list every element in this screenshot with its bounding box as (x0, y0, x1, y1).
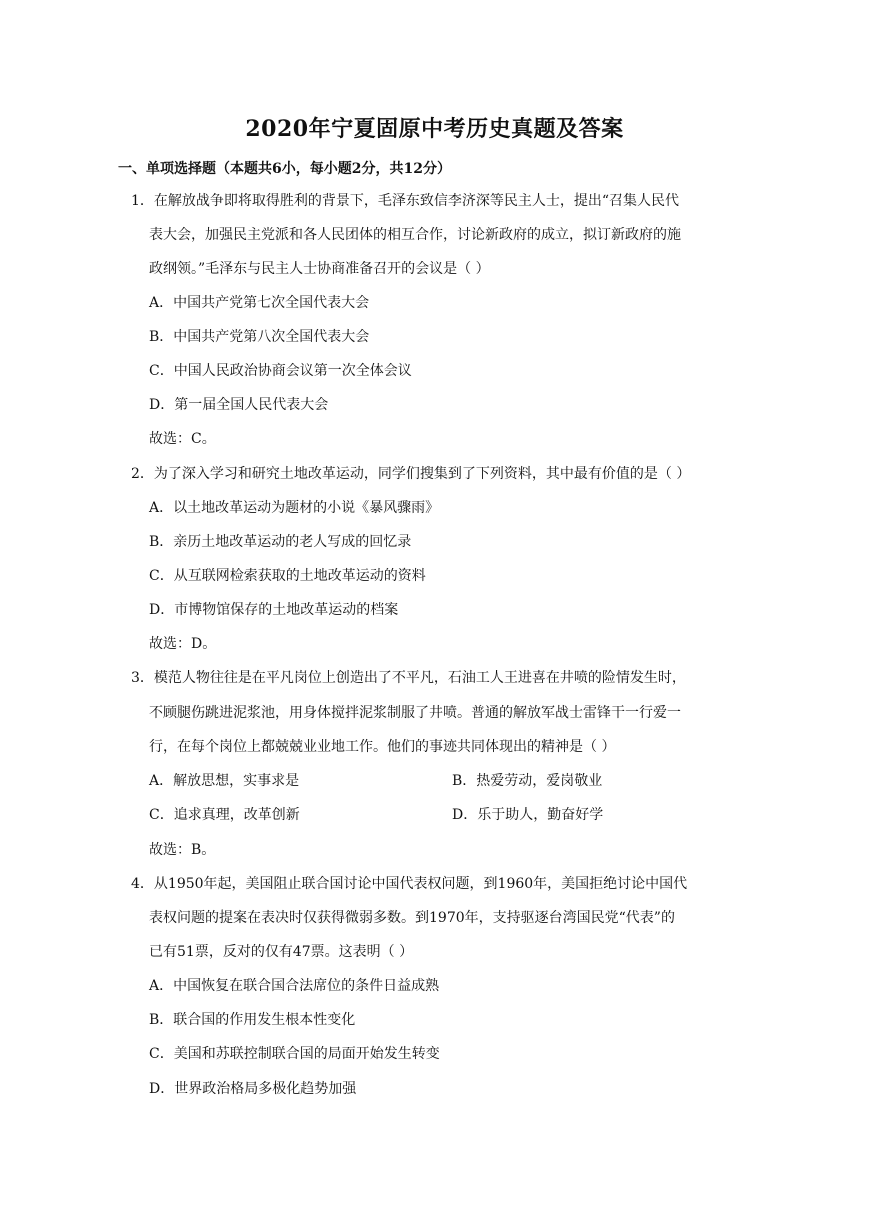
question-4-option-b: B．联合国的作用发生根本性变化 (149, 1012, 356, 1028)
question-4-line-2: 表权问题的提案在表决时仅获得微弱多数。到1970年，支持驱逐台湾国民党“代表”的 (149, 910, 675, 926)
question-1-option-c: C．中国人民政治协商会议第一次全体会议 (149, 363, 412, 379)
question-4-option-c: C．美国和苏联控制联合国的局面开始发生转变 (149, 1046, 440, 1062)
question-4-option-a: A．中国恢复在联合国合法席位的条件日益成熟 (149, 978, 440, 994)
question-2-line-1: 2．为了深入学习和研究土地改革运动，同学们搜集到了下列资料，其中最有价值的是（ ） (131, 466, 691, 482)
question-3-line-2: 不顾腿伤跳进泥浆池，用身体搅拌泥浆制服了井喷。普通的解放军战士雷锋干一行爱一 (149, 705, 681, 721)
question-1-line-2: 表大会，加强民主党派和各人民团体的相互合作，讨论新政府的成立，拟订新政府的施 (149, 227, 681, 243)
question-3-line-3: 行，在每个岗位上都兢兢业业地工作。他们的事迹共同体现出的精神是（ ） (149, 739, 616, 755)
question-1-option-b: B．中国共产党第八次全国代表大会 (149, 329, 370, 345)
question-2-option-d: D．市博物馆保存的土地改革运动的档案 (149, 602, 399, 618)
document-title: 2020年宁夏固原中考历史真题及答案 (245, 116, 624, 142)
question-1-answer: 故选：C。 (149, 431, 216, 447)
question-4-line-3: 已有51票，反对的仅有47票。这表明（ ） (149, 944, 414, 960)
question-2-option-a: A．以土地改革运动为题材的小说《暴风骤雨》 (149, 500, 440, 516)
question-4-option-d: D．世界政治格局多极化趋势加强 (149, 1081, 357, 1097)
question-3-option-c: C．追求真理，改革创新 (149, 807, 300, 823)
question-3-option-b: B．热爱劳动，爱岗敬业 (452, 773, 603, 789)
section-heading: 一、单项选择题（本题共6小，每小题2分，共12分） (118, 161, 451, 177)
question-1-option-a: A．中国共产党第七次全国代表大会 (149, 295, 370, 311)
question-2-answer: 故选：D。 (149, 636, 217, 652)
question-1-line-3: 政纲领。”毛泽东与民主人士协商准备召开的会议是（ ） (149, 261, 490, 277)
question-4-line-1: 4．从1950年起，美国阻止联合国讨论中国代表权问题，到1960年，美国拒绝讨论中国代 (131, 876, 688, 892)
question-1-option-d: D．第一届全国人民代表大会 (149, 397, 329, 413)
question-2-option-b: B．亲历土地改革运动的老人写成的回忆录 (149, 534, 412, 550)
question-1-line-1: 1．在解放战争即将取得胜利的背景下，毛泽东致信李济深等民主人士，提出“召集人民代 (131, 193, 680, 209)
question-2-option-c: C．从互联网检索获取的土地改革运动的资料 (149, 568, 426, 584)
question-3-option-d: D．乐于助人，勤奋好学 (452, 807, 604, 823)
question-3-answer: 故选：B。 (149, 842, 216, 858)
question-3-option-a: A．解放思想，实事求是 (149, 773, 300, 789)
question-3-line-1: 3．模范人物往往是在平凡岗位上创造出了不平凡，石油工人王进喜在井喷的险情发生时， (131, 670, 686, 686)
